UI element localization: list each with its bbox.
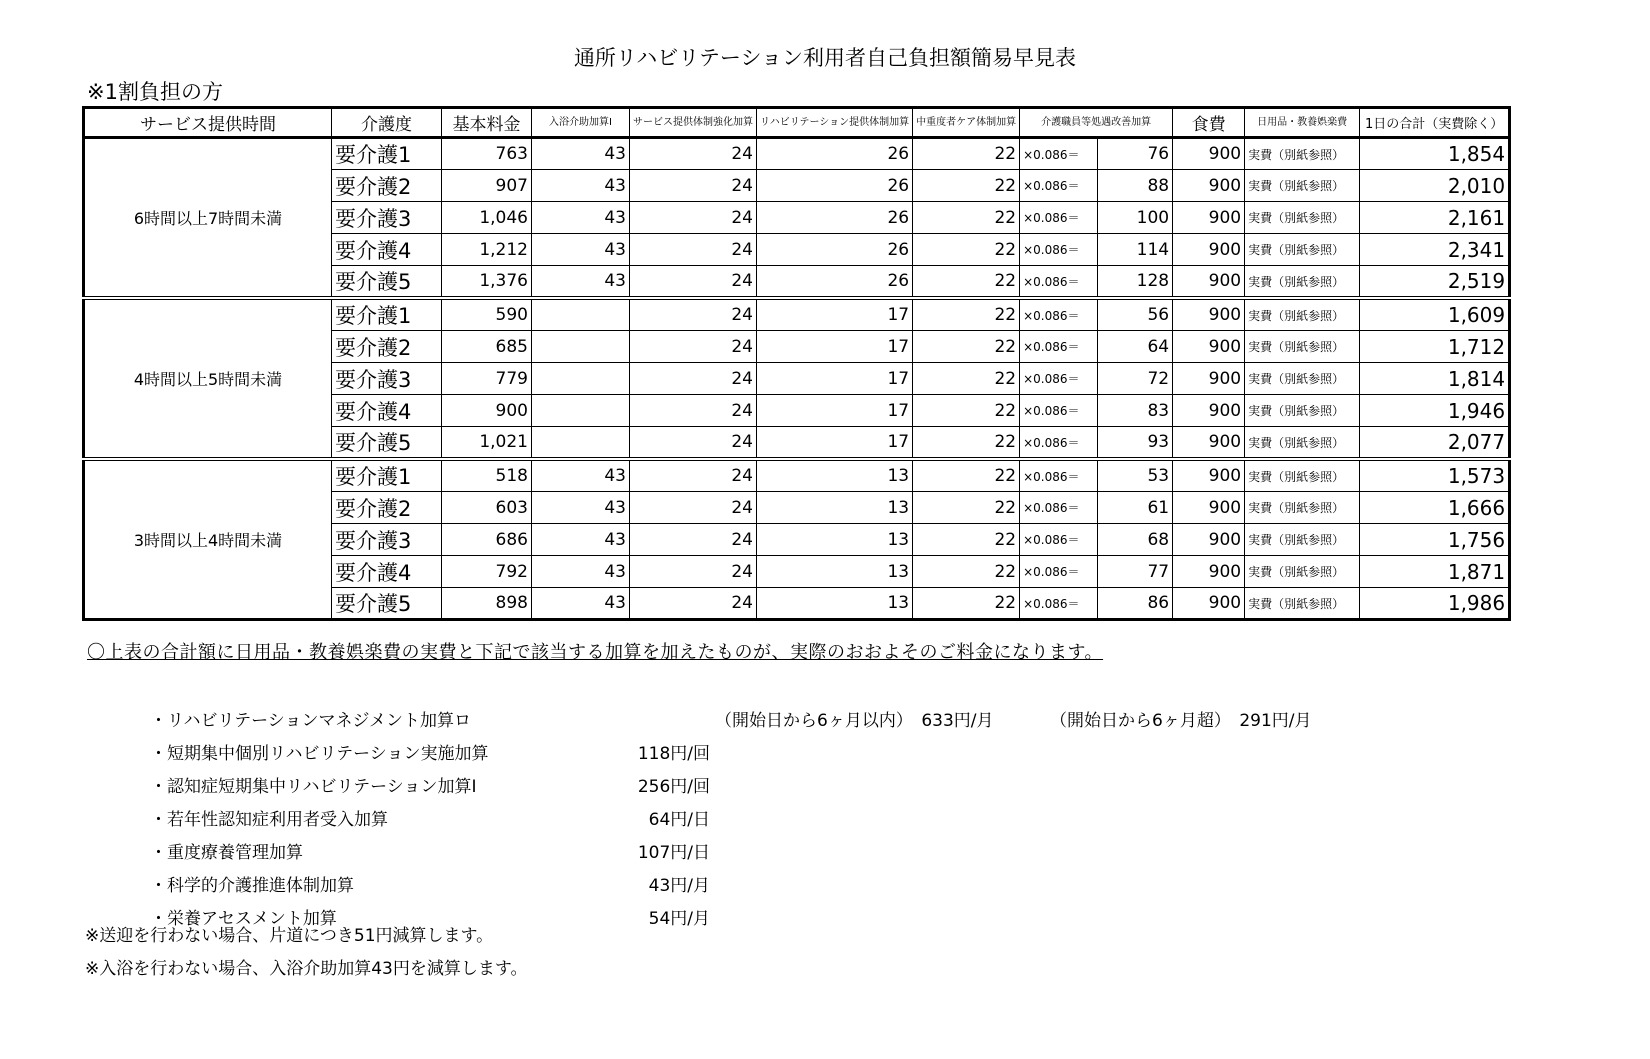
addition-name: ・認知症短期集中リハビリテーション加算Ⅰ: [150, 777, 477, 797]
improvement-multiplier-cell: ×0.086＝: [1020, 202, 1098, 234]
meal-cell: 900: [1173, 234, 1245, 266]
daily-total-cell: 1,854: [1360, 138, 1510, 170]
improvement-cell: 86: [1098, 588, 1173, 620]
care-level-cell: 要介護3: [332, 363, 442, 395]
care-level-cell: 要介護2: [332, 170, 442, 202]
moderate-care-cell: 22: [913, 202, 1020, 234]
rehab-system-cell: 17: [757, 363, 913, 395]
service-time-cell: 6時間以上7時間未満: [84, 138, 332, 299]
meal-cell: 900: [1173, 556, 1245, 588]
rehab-system-cell: 26: [757, 202, 913, 234]
improvement-multiplier-cell: ×0.086＝: [1020, 556, 1098, 588]
rehab-system-cell: 26: [757, 266, 913, 299]
service-system-cell: 24: [630, 234, 757, 266]
care-level-cell: 要介護1: [332, 138, 442, 170]
improvement-cell: 114: [1098, 234, 1173, 266]
col-moderate-care: 中重度者ケア体制加算: [913, 108, 1020, 138]
col-meal: 食費: [1173, 108, 1245, 138]
fee-table: [82, 106, 1511, 621]
service-system-cell: 24: [630, 524, 757, 556]
col-staff-improvement: 介護職員等処遇改善加算: [1020, 108, 1173, 138]
rehab-system-cell: 26: [757, 234, 913, 266]
base-fee-cell: 900: [442, 395, 532, 427]
addition-item: [150, 739, 1450, 772]
table-row: [84, 298, 1510, 331]
care-level-cell: 要介護4: [332, 395, 442, 427]
daily-goods-cell: 実費（別紙参照）: [1245, 524, 1360, 556]
addition-name: ・栄養アセスメント加算: [150, 909, 337, 929]
daily-total-cell: 2,519: [1360, 266, 1510, 299]
base-fee-cell: 898: [442, 588, 532, 620]
bath-assist-cell: [532, 298, 630, 331]
col-daily-total: 1日の合計（実費除く）: [1360, 108, 1510, 138]
col-care-level: 介護度: [332, 108, 442, 138]
rehab-system-cell: 13: [757, 524, 913, 556]
improvement-cell: 88: [1098, 170, 1173, 202]
meal-cell: 900: [1173, 202, 1245, 234]
bath-assist-cell: [532, 331, 630, 363]
improvement-multiplier-cell: ×0.086＝: [1020, 298, 1098, 331]
improvement-cell: 93: [1098, 427, 1173, 460]
base-fee-cell: 763: [442, 138, 532, 170]
addition-price: 64円/日: [648, 810, 710, 830]
moderate-care-cell: 22: [913, 459, 1020, 492]
base-fee-cell: 792: [442, 556, 532, 588]
service-system-cell: 24: [630, 266, 757, 299]
rehab-system-cell: 17: [757, 298, 913, 331]
improvement-cell: 56: [1098, 298, 1173, 331]
daily-total-cell: 2,077: [1360, 427, 1510, 460]
daily-total-cell: 2,341: [1360, 234, 1510, 266]
daily-total-cell: 1,666: [1360, 492, 1510, 524]
daily-total-cell: 2,161: [1360, 202, 1510, 234]
addition-price: 54円/月: [648, 909, 710, 929]
daily-goods-cell: 実費（別紙参照）: [1245, 298, 1360, 331]
daily-goods-cell: 実費（別紙参照）: [1245, 170, 1360, 202]
bath-assist-cell: 43: [532, 170, 630, 202]
addition-name: ・若年性認知症利用者受入加算: [150, 810, 388, 830]
meal-cell: 900: [1173, 588, 1245, 620]
col-bath-assist: 入浴介助加算Ⅰ: [532, 108, 630, 138]
daily-total-cell: 1,756: [1360, 524, 1510, 556]
moderate-care-cell: 22: [913, 170, 1020, 202]
service-time-cell: 3時間以上4時間未満: [84, 459, 332, 620]
meal-cell: 900: [1173, 524, 1245, 556]
improvement-cell: 100: [1098, 202, 1173, 234]
moderate-care-cell: 22: [913, 266, 1020, 299]
moderate-care-cell: 22: [913, 234, 1020, 266]
meal-cell: 900: [1173, 266, 1245, 299]
meal-cell: 900: [1173, 395, 1245, 427]
base-fee-cell: 1,021: [442, 427, 532, 460]
service-system-cell: 24: [630, 202, 757, 234]
addition-name: ・重度療養管理加算: [150, 843, 303, 863]
daily-goods-cell: 実費（別紙参照）: [1245, 331, 1360, 363]
bath-assist-cell: 43: [532, 459, 630, 492]
improvement-cell: 68: [1098, 524, 1173, 556]
improvement-cell: 128: [1098, 266, 1173, 299]
base-fee-cell: 907: [442, 170, 532, 202]
moderate-care-cell: 22: [913, 395, 1020, 427]
rehab-system-cell: 13: [757, 459, 913, 492]
group-4-5h: [84, 298, 1510, 459]
improvement-cell: 72: [1098, 363, 1173, 395]
daily-goods-cell: 実費（別紙参照）: [1245, 266, 1360, 299]
bath-assist-cell: 43: [532, 524, 630, 556]
col-base-fee: 基本料金: [442, 108, 532, 138]
base-fee-cell: 686: [442, 524, 532, 556]
improvement-multiplier-cell: ×0.086＝: [1020, 395, 1098, 427]
col-service-system: サービス提供体制強化加算: [630, 108, 757, 138]
addition-price: 118円/回: [637, 744, 710, 764]
footnote-bath: ※入浴を行わない場合、入浴介助加算43円を減算します。: [85, 959, 528, 979]
care-level-cell: 要介護4: [332, 556, 442, 588]
rehab-system-cell: 17: [757, 427, 913, 460]
moderate-care-cell: 22: [913, 556, 1020, 588]
care-level-cell: 要介護5: [332, 266, 442, 299]
improvement-multiplier-cell: ×0.086＝: [1020, 266, 1098, 299]
moderate-care-cell: 22: [913, 524, 1020, 556]
rehab-system-cell: 17: [757, 395, 913, 427]
addition-period-within: （開始日から6ヶ月以内） 633円/月: [715, 711, 994, 731]
daily-goods-cell: 実費（別紙参照）: [1245, 427, 1360, 460]
addition-period-over: （開始日から6ヶ月超） 291円/月: [1050, 711, 1312, 731]
bath-assist-cell: 43: [532, 556, 630, 588]
rehab-system-cell: 13: [757, 492, 913, 524]
col-daily-goods: 日用品・教養娯楽費: [1245, 108, 1360, 138]
addition-item: [150, 805, 1450, 838]
addition-name: ・リハビリテーションマネジメント加算ロ: [150, 711, 471, 731]
header-row: [84, 108, 1510, 138]
meal-cell: 900: [1173, 492, 1245, 524]
meal-cell: 900: [1173, 459, 1245, 492]
meal-cell: 900: [1173, 427, 1245, 460]
addition-name: ・短期集中個別リハビリテーション実施加算: [150, 744, 489, 764]
col-rehab-system: リハビリテーション提供体制加算: [757, 108, 913, 138]
improvement-multiplier-cell: ×0.086＝: [1020, 588, 1098, 620]
care-level-cell: 要介護2: [332, 492, 442, 524]
addition-item: [150, 706, 1450, 739]
meal-cell: 900: [1173, 170, 1245, 202]
improvement-cell: 76: [1098, 138, 1173, 170]
base-fee-cell: 1,376: [442, 266, 532, 299]
service-system-cell: 24: [630, 588, 757, 620]
care-level-cell: 要介護3: [332, 202, 442, 234]
service-system-cell: 24: [630, 363, 757, 395]
moderate-care-cell: 22: [913, 298, 1020, 331]
bath-assist-cell: [532, 363, 630, 395]
service-system-cell: 24: [630, 170, 757, 202]
moderate-care-cell: 22: [913, 427, 1020, 460]
daily-total-cell: 1,573: [1360, 459, 1510, 492]
daily-goods-cell: 実費（別紙参照）: [1245, 202, 1360, 234]
daily-total-cell: 1,609: [1360, 298, 1510, 331]
service-system-cell: 24: [630, 556, 757, 588]
improvement-multiplier-cell: ×0.086＝: [1020, 427, 1098, 460]
base-fee-cell: 1,046: [442, 202, 532, 234]
daily-total-cell: 1,986: [1360, 588, 1510, 620]
care-level-cell: 要介護5: [332, 588, 442, 620]
rehab-system-cell: 26: [757, 138, 913, 170]
daily-goods-cell: 実費（別紙参照）: [1245, 234, 1360, 266]
service-system-cell: 24: [630, 298, 757, 331]
service-system-cell: 24: [630, 395, 757, 427]
improvement-multiplier-cell: ×0.086＝: [1020, 524, 1098, 556]
improvement-cell: 53: [1098, 459, 1173, 492]
meal-cell: 900: [1173, 363, 1245, 395]
daily-total-cell: 1,712: [1360, 331, 1510, 363]
moderate-care-cell: 22: [913, 363, 1020, 395]
service-system-cell: 24: [630, 459, 757, 492]
improvement-multiplier-cell: ×0.086＝: [1020, 492, 1098, 524]
note-main: 〇上表の合計額に日用品・教養娯楽費の実費と下記で該当する加算を加えたものが、実際のおおよそのご料金になります。: [87, 642, 1104, 663]
improvement-multiplier-cell: ×0.086＝: [1020, 234, 1098, 266]
daily-goods-cell: 実費（別紙参照）: [1245, 556, 1360, 588]
improvement-cell: 61: [1098, 492, 1173, 524]
improvement-multiplier-cell: ×0.086＝: [1020, 138, 1098, 170]
addition-name: ・科学的介護推進体制加算: [150, 876, 354, 896]
care-level-cell: 要介護5: [332, 427, 442, 460]
base-fee-cell: 685: [442, 331, 532, 363]
subtitle: ※1割負担の方: [87, 80, 223, 104]
daily-goods-cell: 実費（別紙参照）: [1245, 588, 1360, 620]
daily-total-cell: 2,010: [1360, 170, 1510, 202]
bath-assist-cell: [532, 395, 630, 427]
base-fee-cell: 603: [442, 492, 532, 524]
service-system-cell: 24: [630, 331, 757, 363]
meal-cell: 900: [1173, 331, 1245, 363]
moderate-care-cell: 22: [913, 588, 1020, 620]
daily-goods-cell: 実費（別紙参照）: [1245, 395, 1360, 427]
care-level-cell: 要介護4: [332, 234, 442, 266]
service-time-cell: 4時間以上5時間未満: [84, 298, 332, 459]
footnote-transport: ※送迎を行わない場合、片道につき51円減算します。: [85, 926, 494, 946]
daily-goods-cell: 実費（別紙参照）: [1245, 363, 1360, 395]
base-fee-cell: 1,212: [442, 234, 532, 266]
base-fee-cell: 590: [442, 298, 532, 331]
daily-total-cell: 1,814: [1360, 363, 1510, 395]
improvement-multiplier-cell: ×0.086＝: [1020, 363, 1098, 395]
rehab-system-cell: 13: [757, 556, 913, 588]
table-row: [84, 459, 1510, 492]
care-level-cell: 要介護3: [332, 524, 442, 556]
col-service-time: サービス提供時間: [84, 108, 332, 138]
group-3-4h: [84, 459, 1510, 620]
additions-list: [150, 706, 1450, 937]
care-level-cell: 要介護1: [332, 298, 442, 331]
improvement-multiplier-cell: ×0.086＝: [1020, 331, 1098, 363]
addition-item: [150, 772, 1450, 805]
addition-item: [150, 838, 1450, 871]
moderate-care-cell: 22: [913, 331, 1020, 363]
bath-assist-cell: 43: [532, 492, 630, 524]
daily-goods-cell: 実費（別紙参照）: [1245, 459, 1360, 492]
bath-assist-cell: 43: [532, 588, 630, 620]
care-level-cell: 要介護2: [332, 331, 442, 363]
addition-price: 256円/回: [637, 777, 710, 797]
rehab-system-cell: 13: [757, 588, 913, 620]
meal-cell: 900: [1173, 138, 1245, 170]
care-level-cell: 要介護1: [332, 459, 442, 492]
improvement-multiplier-cell: ×0.086＝: [1020, 459, 1098, 492]
bath-assist-cell: 43: [532, 202, 630, 234]
bath-assist-cell: [532, 427, 630, 460]
improvement-cell: 64: [1098, 331, 1173, 363]
improvement-cell: 77: [1098, 556, 1173, 588]
moderate-care-cell: 22: [913, 492, 1020, 524]
rehab-system-cell: 26: [757, 170, 913, 202]
page-title: 通所リハビリテーション利用者自己負担額簡易早見表: [573, 46, 1077, 70]
table-row: [84, 138, 1510, 170]
daily-total-cell: 1,946: [1360, 395, 1510, 427]
group-6-7h: [84, 138, 1510, 299]
bath-assist-cell: 43: [532, 234, 630, 266]
bath-assist-cell: 43: [532, 138, 630, 170]
addition-item: [150, 871, 1450, 904]
daily-goods-cell: 実費（別紙参照）: [1245, 138, 1360, 170]
rehab-system-cell: 17: [757, 331, 913, 363]
service-system-cell: 24: [630, 427, 757, 460]
moderate-care-cell: 22: [913, 138, 1020, 170]
service-system-cell: 24: [630, 138, 757, 170]
meal-cell: 900: [1173, 298, 1245, 331]
addition-price: 43円/月: [648, 876, 710, 896]
daily-goods-cell: 実費（別紙参照）: [1245, 492, 1360, 524]
improvement-cell: 83: [1098, 395, 1173, 427]
bath-assist-cell: 43: [532, 266, 630, 299]
improvement-multiplier-cell: ×0.086＝: [1020, 170, 1098, 202]
daily-total-cell: 1,871: [1360, 556, 1510, 588]
base-fee-cell: 518: [442, 459, 532, 492]
base-fee-cell: 779: [442, 363, 532, 395]
service-system-cell: 24: [630, 492, 757, 524]
addition-price: 107円/日: [637, 843, 710, 863]
